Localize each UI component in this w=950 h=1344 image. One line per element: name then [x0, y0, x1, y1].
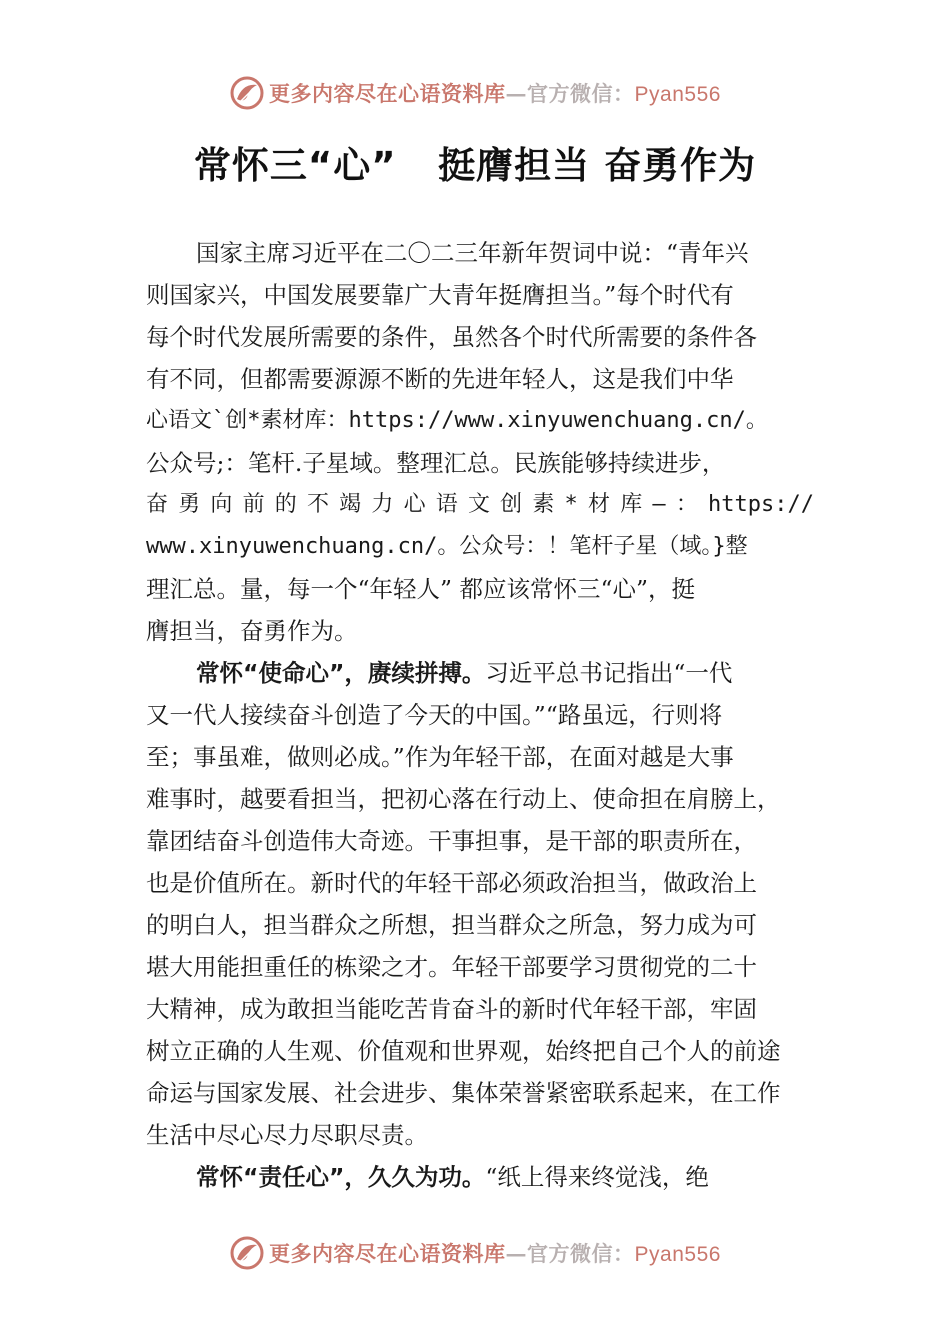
text-line: 则国家兴，中国发展要靠广大青年挺膺担当。”每个时代有 — [146, 281, 734, 309]
text-line: 命运与国家发展、社会进步、集体荣誉紧密联系起来，在工作 — [146, 1079, 781, 1107]
text-line: 每个时代发展所需要的条件，虽然各个时代所需要的条件各 — [146, 323, 757, 351]
banner-main: 更多内容尽在心语资料库 — [269, 81, 506, 106]
banner-sep: — — [505, 81, 528, 106]
header-banner — [0, 71, 950, 115]
brand-logo-icon — [229, 1235, 265, 1271]
text-line: 有不同，但都需要源源不断的先进年轻人，这是我们中华 — [146, 365, 734, 393]
article-body — [146, 232, 814, 1198]
text-line — [146, 1156, 814, 1198]
text-line: 生活中尽心尽力尽职尽责。 — [146, 1121, 428, 1149]
text-line: 公众号;：笔杆.子星域。整理汇总。民族能够持续进步， — [146, 449, 726, 477]
banner-text — [269, 1238, 721, 1268]
text-span: “纸上得来终觉浅，绝 — [485, 1163, 709, 1191]
text-line: 树立正确的人生观、价值观和世界观，始终把自己个人的前途 — [146, 1037, 781, 1065]
text-line: 也是价值所在。新时代的年轻干部必须政治担当，做政治上 — [146, 869, 757, 897]
banner-wechat-id: Pyan556 — [634, 1243, 721, 1266]
page-title: 常怀三“心” 挺膺担当 奋勇作为 — [193, 144, 757, 187]
banner-text — [269, 78, 721, 108]
text-line: 靠团结奋斗创造伟大奇迹。干事担事，是干部的职责所在， — [146, 827, 757, 855]
banner-label: 官方微信： — [527, 81, 635, 106]
text-line: www.xinyuwenchuang.cn/。公众号：！笔杆子星（域。}整 — [146, 534, 748, 559]
text-span: 习近平总书记指出“一代 — [485, 659, 733, 687]
footer-banner — [0, 1231, 950, 1275]
text-line: 的明白人，担当群众之所想，担当群众之所急，努力成为可 — [146, 911, 757, 939]
section-lead: 常怀“责任心”，久久为功。 — [196, 1163, 486, 1191]
text-line: 膺担当，奋勇作为。 — [146, 617, 358, 645]
brand-logo-icon — [229, 75, 265, 111]
banner-wechat-id: Pyan556 — [634, 83, 721, 106]
text-line: 难事时，越要看担当，把初心落在行动上、使命担在肩膀上， — [146, 785, 781, 813]
section-lead: 常怀“使命心”，赓续拼搏。 — [196, 659, 486, 687]
text-line — [146, 652, 814, 694]
text-line: 又一代人接续奋斗创造了今天的中国。”“路虽远，行则将 — [146, 701, 723, 729]
banner-label: 官方微信： — [527, 1241, 635, 1266]
text-line: 大精神，成为敢担当能吃苦肯奋斗的新时代年轻干部，牢固 — [146, 995, 757, 1023]
banner-sep: — — [505, 1241, 528, 1266]
text-line: 堪大用能担重任的栋梁之才。年轻干部要学习贯彻党的二十 — [146, 953, 757, 981]
text-line: 理汇总。量，每一个“年轻人” 都应该常怀三“心”，挺 — [146, 575, 696, 603]
text-line: 至；事虽难，做则必成。”作为年轻干部，在面对越是大事 — [146, 743, 734, 771]
text-line: 奋勇向前的不竭力心语文创素*材库—：https:// — [146, 492, 814, 517]
text-line: 国家主席习近平在二〇二三年新年贺词中说：“青年兴 — [196, 239, 749, 267]
text-line: 心语文`创*素材库：https://www.xinyuwenchuang.cn/。 — [146, 408, 768, 433]
banner-main: 更多内容尽在心语资料库 — [269, 1241, 506, 1266]
